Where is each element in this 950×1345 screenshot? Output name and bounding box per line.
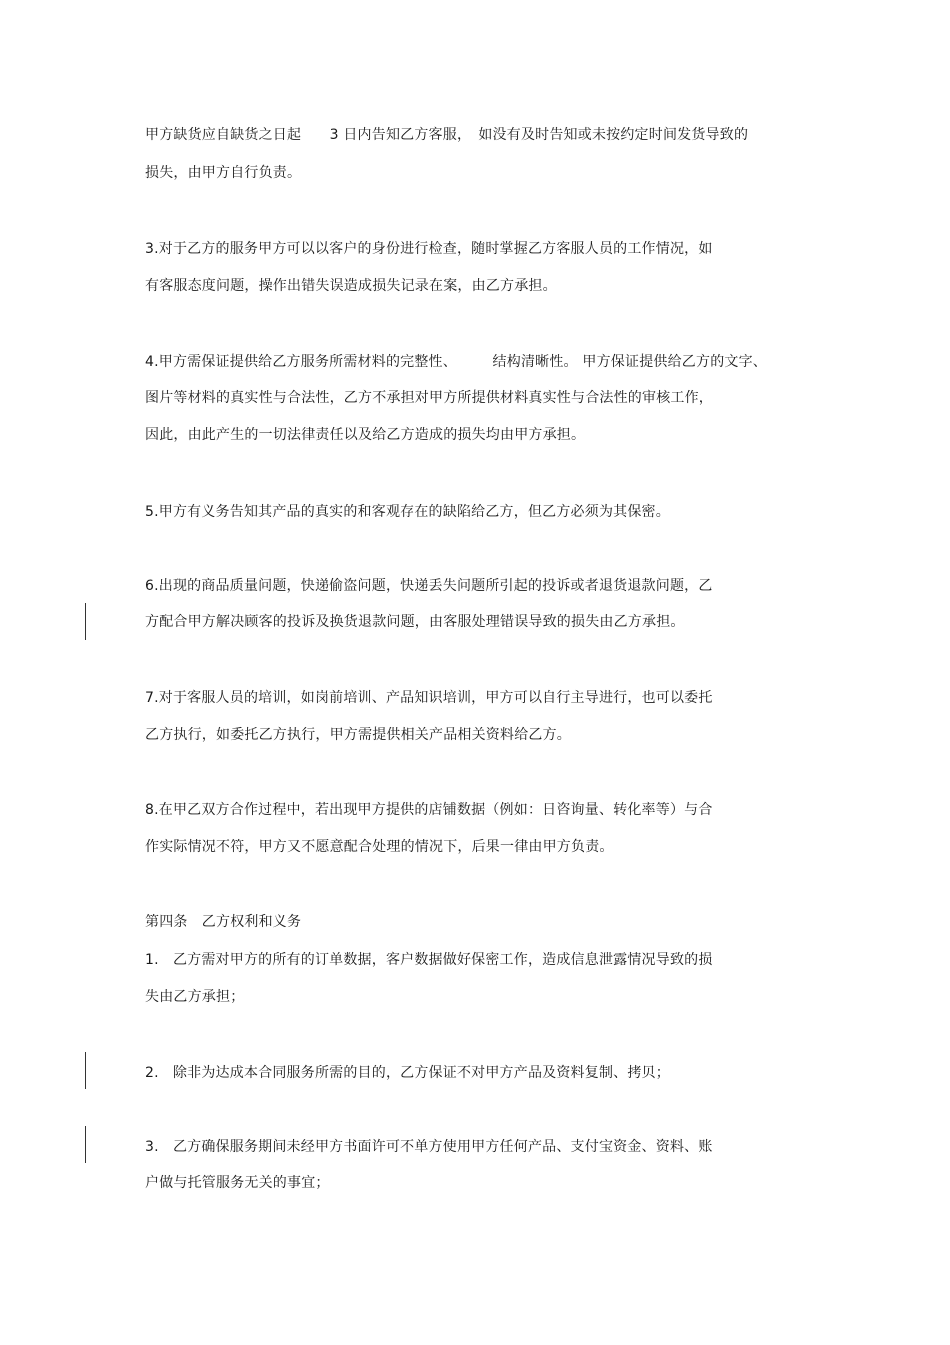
paragraph-8-line-2: 作实际情况不符，甲方又不愿意配合处理的情况下，后果一律由甲方负责。 [145,839,614,855]
paragraph-5-line-1: 5.甲方有义务告知其产品的真实的和客观存在的缺陷给乙方，但乙方必须为其保密。 [145,504,670,520]
article-4-item-1-line-2: 失由乙方承担； [145,989,245,1005]
paragraph-4-line-1: 4.甲方需保证提供给乙方服务所需材料的完整性、 结构清晰性。 甲方保证提供给乙方的文字、 [145,354,768,370]
article-4-item-3-line-1: 3. 乙方确保服务期间未经甲方书面许可不单方使用甲方任何产品、支付宝资金、资料、账 [145,1139,713,1155]
revision-bar-1 [85,603,86,640]
paragraph-3-line-1: 3.对于乙方的服务甲方可以以客户的身份进行检查，随时掌握乙方客服人员的工作情况，如 [145,241,713,257]
article-4-item-1-line-1: 1. 乙方需对甲方的所有的订单数据，客户数据做好保密工作，造成信息泄露情况导致的损 [145,952,713,968]
article-4-item-2-line-1: 2. 除非为达成本合同服务所需的目的，乙方保证不对甲方产品及资料复制、拷贝； [145,1065,670,1081]
article-4-heading: 第四条 乙方权利和义务 [145,914,302,930]
paragraph-shortage-line-2: 损失，由甲方自行负责。 [145,165,302,181]
paragraph-7-line-1: 7.对于客服人员的培训，如岗前培训、产品知识培训，甲方可以自行主导进行，也可以委托 [145,690,713,706]
paragraph-3-line-2: 有客服态度问题，操作出错失误造成损失记录在案，由乙方承担。 [145,278,557,294]
paragraph-6-line-2: 方配合甲方解决顾客的投诉及换货退款问题，由客服处理错误导致的损失由乙方承担。 [145,614,685,630]
revision-bar-3 [85,1126,86,1163]
paragraph-7-line-2: 乙方执行，如委托乙方执行，甲方需提供相关产品相关资料给乙方。 [145,727,571,743]
paragraph-4-line-3: 因此，由此产生的一切法律责任以及给乙方造成的损失均由甲方承担。 [145,427,586,443]
paragraph-shortage-line-1: 甲方缺货应自缺货之日起 3 日内告知乙方客服， 如没有及时告知或未按约定时间发货导致的 [145,127,749,143]
revision-bar-2 [85,1052,86,1089]
paragraph-8-line-1: 8.在甲乙双方合作过程中，若出现甲方提供的店铺数据（例如：日咨询量、转化率等）与合 [145,802,713,818]
paragraph-6-line-1: 6.出现的商品质量问题，快递偷盗问题，快递丢失问题所引起的投诉或者退货退款问题，乙 [145,578,713,594]
paragraph-4-line-2: 图片等材料的真实性与合法性，乙方不承担对甲方所提供材料真实性与合法性的审核工作， [145,390,713,406]
article-4-item-3-line-2: 户做与托管服务无关的事宜； [145,1175,330,1191]
